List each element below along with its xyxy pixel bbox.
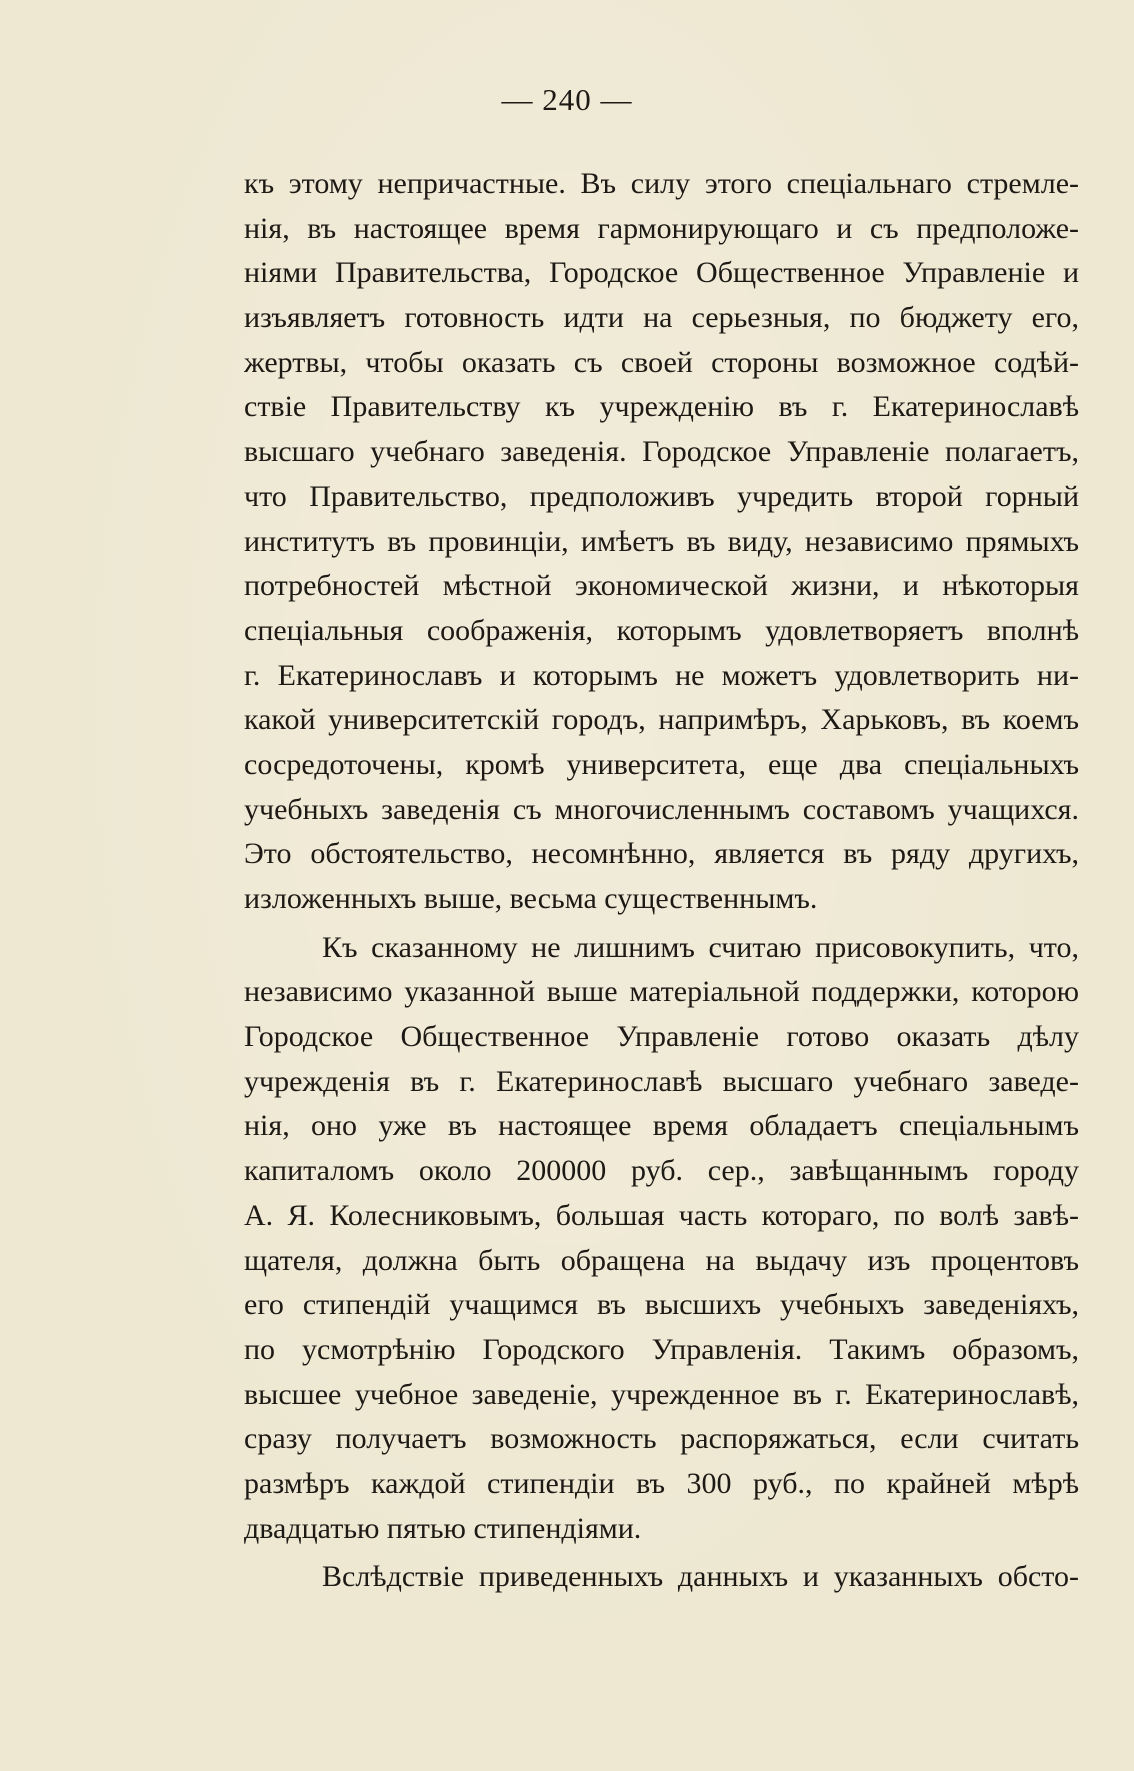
text-line: сразу получаетъ возможность распоряжаться, если считать bbox=[244, 1422, 1079, 1456]
text-line: его стипендій учащимся въ высшихъ учебныхъ заведеніяхъ, bbox=[244, 1288, 1079, 1322]
paragraph-2 bbox=[244, 926, 1079, 1552]
text-line: институтъ въ провинціи, имѣетъ въ виду, независимо прямыхъ bbox=[244, 524, 1079, 558]
text-line: А. Я. Колесниковымъ, большая часть котораго, по волѣ завѣ- bbox=[244, 1198, 1079, 1232]
text-line: двадцатью пятью стипендіями. bbox=[244, 1511, 642, 1545]
text-line: Это обстоятельство, несомнѣнно, является въ ряду другихъ, bbox=[244, 837, 1079, 871]
text-line: по усмотрѣнію Городского Управленія. Такимъ образомъ, bbox=[244, 1332, 1079, 1366]
text-line: учебныхъ заведенія съ многочисленнымъ составомъ учащихся. bbox=[244, 792, 1079, 826]
text-line: независимо указанной выше матеріальной поддержки, которою bbox=[244, 975, 1079, 1009]
text-line: Къ сказанному не лишнимъ считаю присовокупить, что, bbox=[322, 930, 1079, 964]
text-line: Вслѣдствіе приведенныхъ данныхъ и указанныхъ обсто- bbox=[322, 1560, 1079, 1594]
text-line: нія, въ настоящее время гармонирующаго и съ предположе- bbox=[244, 211, 1079, 245]
text-line: изъявляетъ готовность идти на серьезныя, по бюджету его, bbox=[244, 301, 1079, 335]
text-line: щателя, должна быть обращена на выдачу изъ процентовъ bbox=[244, 1243, 1079, 1277]
text-line: потребностей мѣстной экономической жизни, и нѣкоторыя bbox=[244, 569, 1079, 603]
text-line: какой университетскій городъ, напримѣръ, Харьковъ, въ коемъ bbox=[244, 703, 1079, 737]
text-line: ствіе Правительству къ учрежденію въ г. Екатеринославѣ bbox=[244, 390, 1079, 424]
text-line: высшаго учебнаго заведенія. Городское Управленіе полагаетъ, bbox=[244, 435, 1079, 469]
text-line: Городское Общественное Управленіе готово оказать дѣлу bbox=[244, 1020, 1079, 1054]
text-line: изложенныхъ выше, весьма существеннымъ. bbox=[244, 882, 818, 915]
text-line: сосредоточены, кромѣ университета, еще два спеціальныхъ bbox=[244, 747, 1079, 781]
text-line: жертвы, чтобы оказать съ своей стороны возможное содѣй- bbox=[244, 345, 1079, 379]
text-line: капиталомъ около 200000 руб. сер., завѣщаннымъ городу bbox=[244, 1154, 1079, 1188]
body-text bbox=[244, 162, 1079, 1600]
text-line: г. Екатеринославъ и которымъ не можетъ удовлетворить ни- bbox=[244, 658, 1079, 692]
paragraph-1 bbox=[244, 162, 1079, 922]
text-line: нія, оно уже въ настоящее время обладаетъ спеціальнымъ bbox=[244, 1109, 1079, 1143]
page-number: — 240 — bbox=[501, 82, 633, 117]
text-line: спеціальныя соображенія, которымъ удовлетворяетъ вполнѣ bbox=[244, 613, 1079, 647]
text-line: высшее учебное заведеніе, учрежденное въ г. Екатеринославѣ, bbox=[244, 1377, 1079, 1411]
text-line: къ этому непричастные. Въ силу этого спеціальнаго стремле- bbox=[244, 167, 1079, 200]
text-line: учрежденія въ г. Екатеринославѣ высшаго учебнаго заведе- bbox=[244, 1064, 1079, 1098]
text-line: ніями Правительства, Городское Общественное Управленіе и bbox=[244, 256, 1079, 290]
text-line: что Правительство, предположивъ учредить второй горный bbox=[244, 479, 1079, 513]
text-line: размѣръ каждой стипендіи въ 300 руб., по крайней мѣрѣ bbox=[244, 1466, 1079, 1500]
paragraph-3 bbox=[244, 1555, 1079, 1600]
